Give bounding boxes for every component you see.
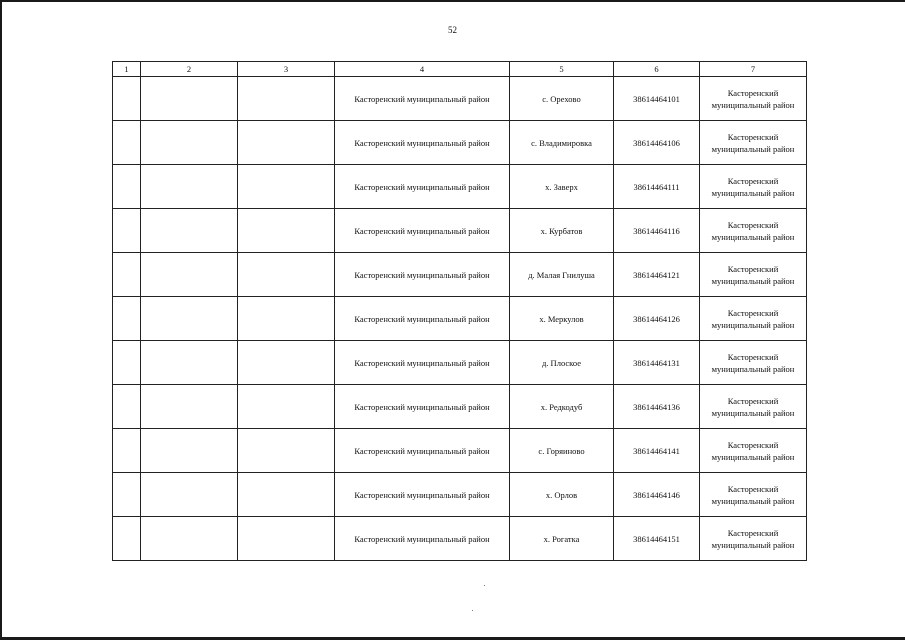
cell-oktmo-code: 38614464131 <box>614 341 700 385</box>
column-header-7: 7 <box>700 62 807 77</box>
column-header-1: 1 <box>113 62 141 77</box>
cell-col-3 <box>238 77 335 121</box>
table-row <box>113 209 807 253</box>
cell-number <box>113 341 141 385</box>
cell-municipality-type: Касторенский муниципальный район <box>700 385 807 429</box>
cell-col-2 <box>141 253 238 297</box>
cell-settlement: х. Редкодуб <box>510 385 614 429</box>
table-row <box>113 385 807 429</box>
cell-col-2 <box>141 121 238 165</box>
cell-municipality: Касторенский муниципальный район <box>335 385 510 429</box>
cell-municipality: Касторенский муниципальный район <box>335 341 510 385</box>
table-row <box>113 473 807 517</box>
table-header-row <box>113 62 807 77</box>
cell-col-3 <box>238 517 335 561</box>
table-row <box>113 253 807 297</box>
page-number: 52 <box>448 25 457 35</box>
cell-number <box>113 77 141 121</box>
cell-municipality-type: Касторенский муниципальный район <box>700 165 807 209</box>
cell-settlement: х. Курбатов <box>510 209 614 253</box>
table-row <box>113 121 807 165</box>
cell-oktmo-code: 38614464101 <box>614 77 700 121</box>
cell-number <box>113 429 141 473</box>
cell-oktmo-code: 38614464121 <box>614 253 700 297</box>
table-row <box>113 297 807 341</box>
column-header-4: 4 <box>335 62 510 77</box>
cell-col-3 <box>238 121 335 165</box>
cell-oktmo-code: 38614464126 <box>614 297 700 341</box>
cell-settlement: с. Орехово <box>510 77 614 121</box>
cell-oktmo-code: 38614464116 <box>614 209 700 253</box>
table-row <box>113 165 807 209</box>
cell-col-2 <box>141 517 238 561</box>
scan-border-left <box>0 0 2 640</box>
cell-number <box>113 253 141 297</box>
cell-number <box>113 165 141 209</box>
cell-oktmo-code: 38614464141 <box>614 429 700 473</box>
cell-settlement: х. Рогатка <box>510 517 614 561</box>
cell-municipality-type: Касторенский муниципальный район <box>700 429 807 473</box>
cell-municipality: Касторенский муниципальный район <box>335 165 510 209</box>
cell-municipality: Касторенский муниципальный район <box>335 297 510 341</box>
table-row <box>113 429 807 473</box>
column-header-5: 5 <box>510 62 614 77</box>
cell-col-2 <box>141 341 238 385</box>
cell-number <box>113 209 141 253</box>
cell-col-3 <box>238 385 335 429</box>
cell-col-2 <box>141 385 238 429</box>
cell-col-3 <box>238 341 335 385</box>
cell-oktmo-code: 38614464111 <box>614 165 700 209</box>
cell-col-2 <box>141 297 238 341</box>
cell-number <box>113 517 141 561</box>
cell-municipality: Касторенский муниципальный район <box>335 429 510 473</box>
cell-municipality: Касторенский муниципальный район <box>335 121 510 165</box>
cell-col-2 <box>141 77 238 121</box>
cell-oktmo-code: 38614464146 <box>614 473 700 517</box>
cell-number <box>113 473 141 517</box>
cell-col-2 <box>141 165 238 209</box>
cell-col-2 <box>141 473 238 517</box>
cell-settlement: с. Горяиново <box>510 429 614 473</box>
column-header-6: 6 <box>614 62 700 77</box>
scan-speck <box>484 585 485 586</box>
cell-municipality-type: Касторенский муниципальный район <box>700 517 807 561</box>
cell-municipality: Касторенский муниципальный район <box>335 77 510 121</box>
cell-municipality-type: Касторенский муниципальный район <box>700 77 807 121</box>
table-row <box>113 341 807 385</box>
cell-municipality-type: Касторенский муниципальный район <box>700 209 807 253</box>
cell-oktmo-code: 38614464151 <box>614 517 700 561</box>
cell-col-2 <box>141 209 238 253</box>
table-row <box>113 517 807 561</box>
settlements-table <box>112 61 807 561</box>
cell-col-2 <box>141 429 238 473</box>
cell-number <box>113 297 141 341</box>
scan-speck <box>472 610 473 611</box>
cell-settlement: х. Заверх <box>510 165 614 209</box>
cell-municipality: Касторенский муниципальный район <box>335 517 510 561</box>
cell-settlement: с. Владимировка <box>510 121 614 165</box>
column-header-2: 2 <box>141 62 238 77</box>
cell-col-3 <box>238 429 335 473</box>
cell-settlement: х. Орлов <box>510 473 614 517</box>
cell-number <box>113 121 141 165</box>
column-header-3: 3 <box>238 62 335 77</box>
cell-settlement: д. Малая Гнилуша <box>510 253 614 297</box>
table-row <box>113 77 807 121</box>
cell-municipality: Касторенский муниципальный район <box>335 253 510 297</box>
cell-col-3 <box>238 297 335 341</box>
cell-col-3 <box>238 209 335 253</box>
cell-col-3 <box>238 253 335 297</box>
cell-municipality: Касторенский муниципальный район <box>335 473 510 517</box>
scan-border-top <box>0 0 905 2</box>
cell-col-3 <box>238 165 335 209</box>
cell-municipality-type: Касторенский муниципальный район <box>700 473 807 517</box>
cell-municipality-type: Касторенский муниципальный район <box>700 253 807 297</box>
cell-municipality: Касторенский муниципальный район <box>335 209 510 253</box>
cell-settlement: д. Плоское <box>510 341 614 385</box>
cell-municipality-type: Касторенский муниципальный район <box>700 121 807 165</box>
cell-col-3 <box>238 473 335 517</box>
cell-municipality-type: Касторенский муниципальный район <box>700 297 807 341</box>
cell-settlement: х. Меркулов <box>510 297 614 341</box>
cell-municipality-type: Касторенский муниципальный район <box>700 341 807 385</box>
cell-oktmo-code: 38614464136 <box>614 385 700 429</box>
cell-number <box>113 385 141 429</box>
cell-oktmo-code: 38614464106 <box>614 121 700 165</box>
